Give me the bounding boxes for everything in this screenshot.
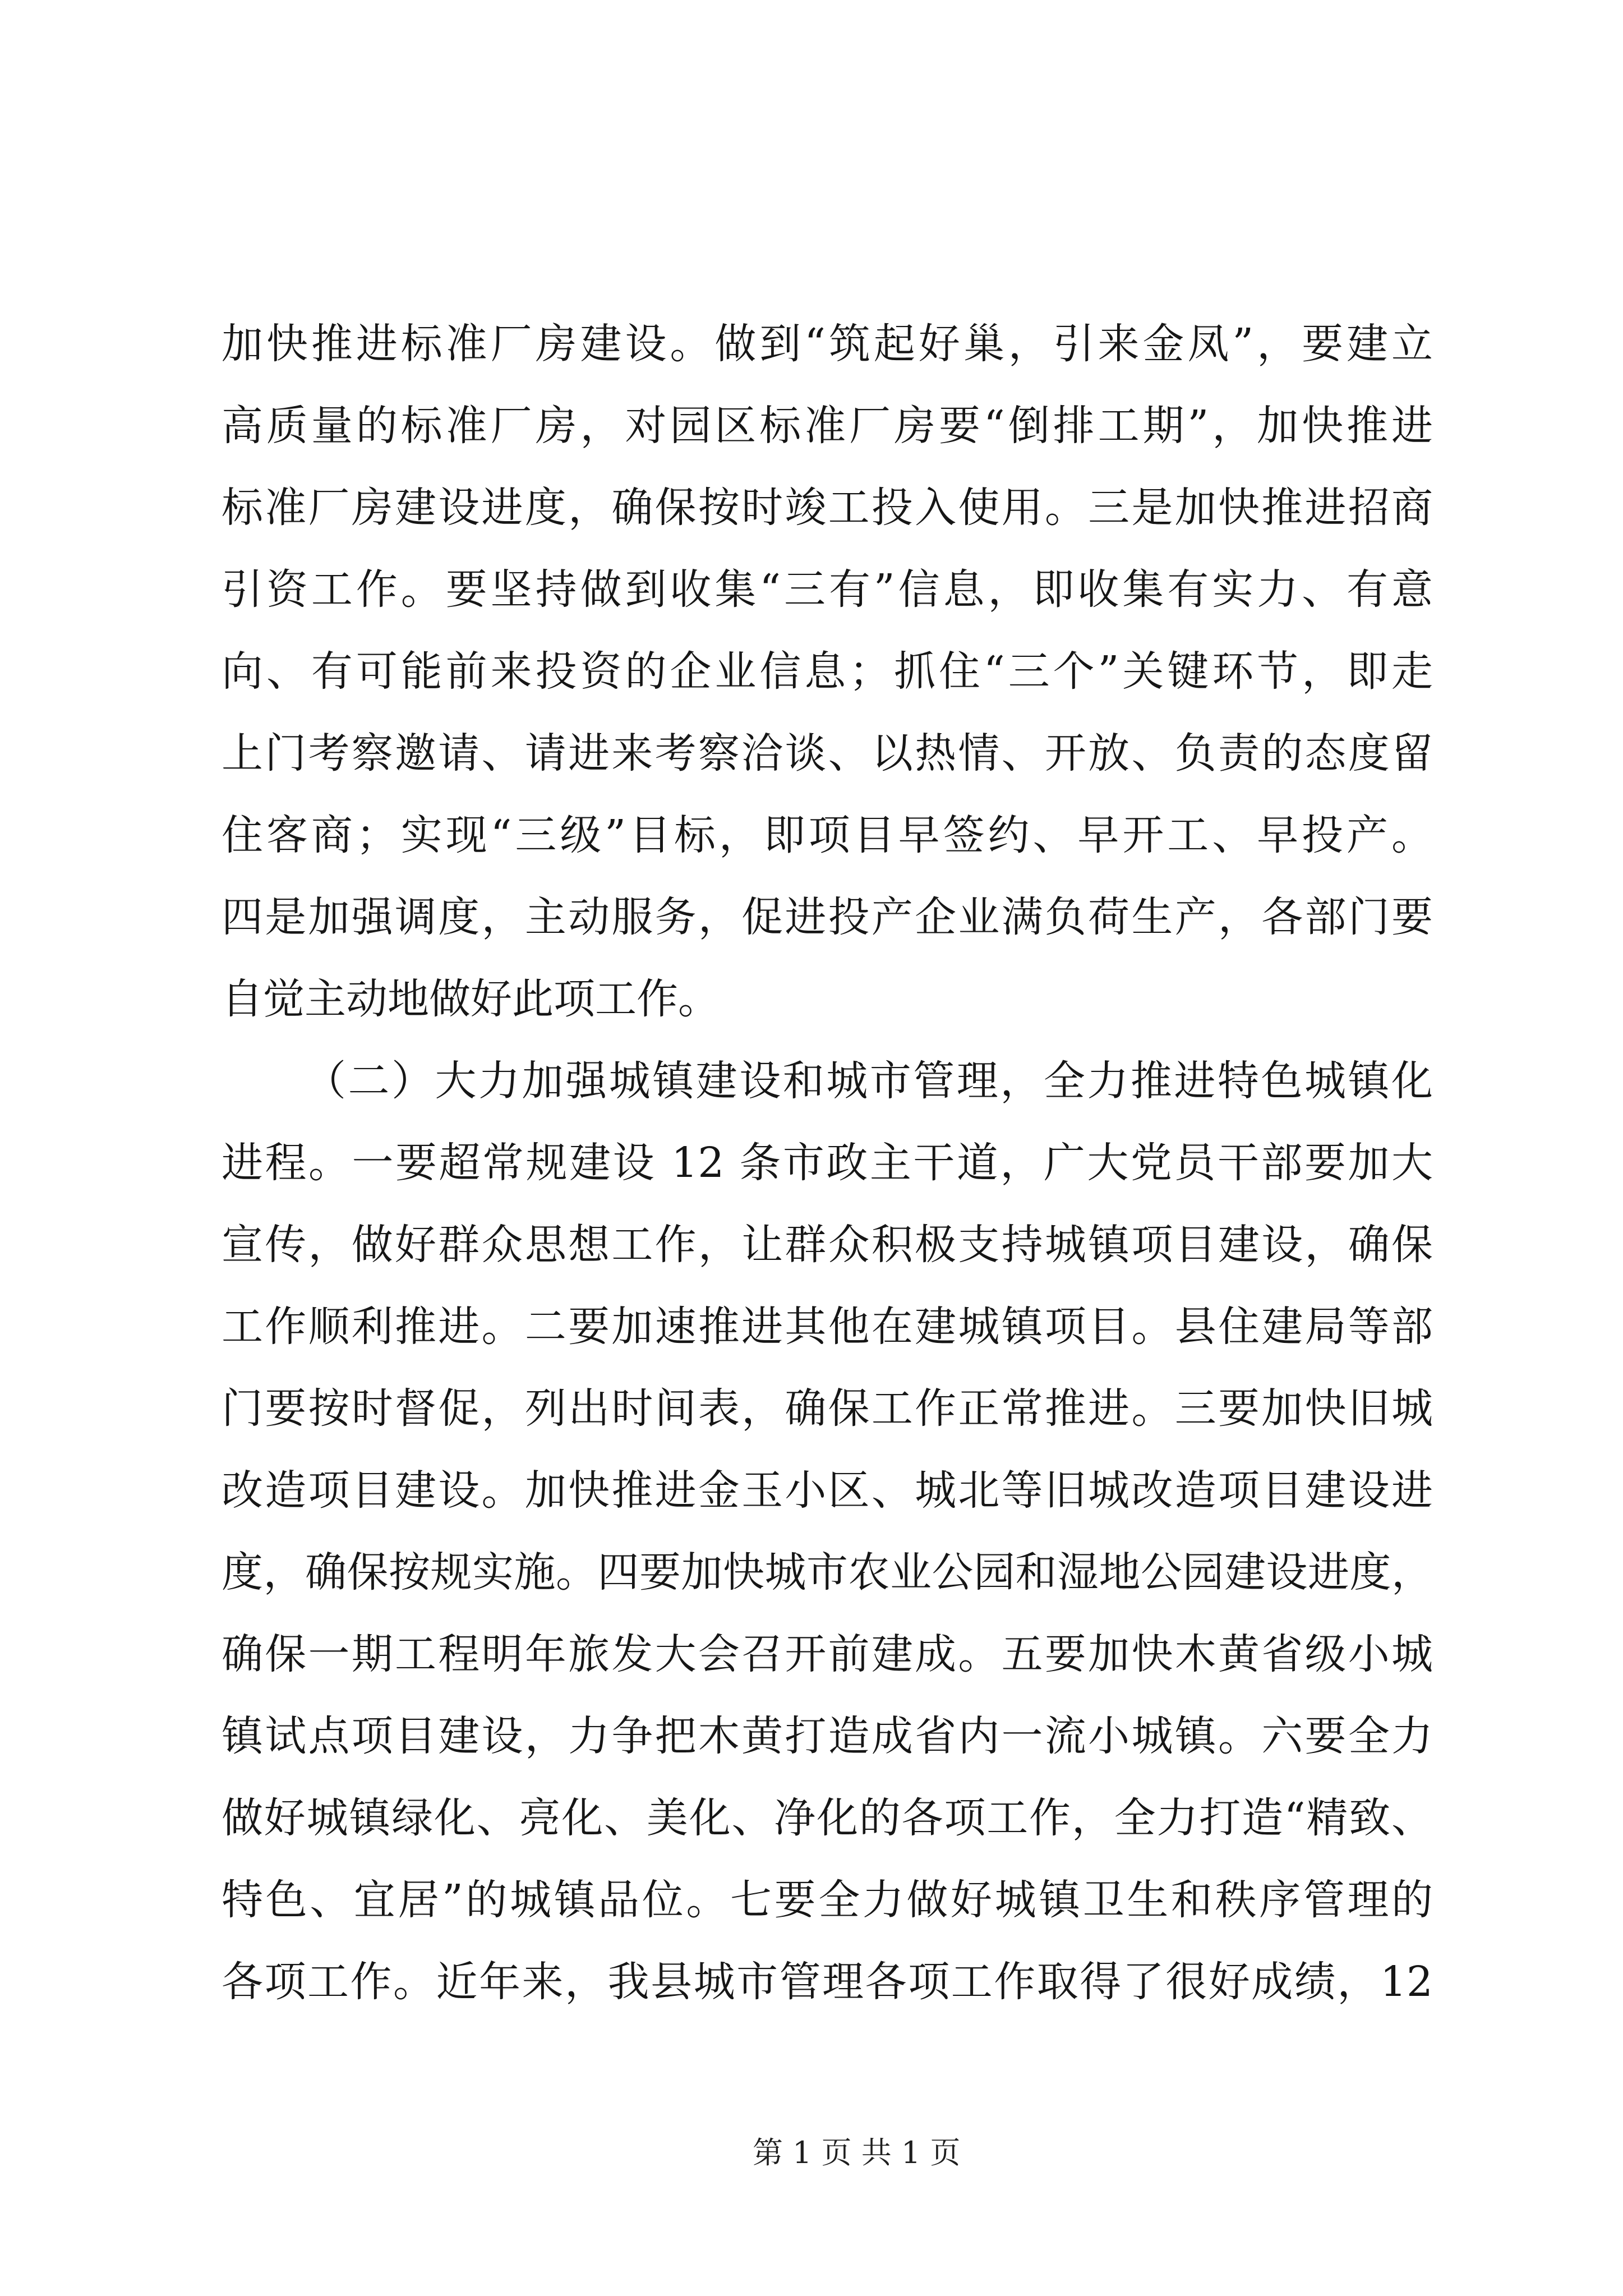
text-line: 特色、宜居”的城镇品位。七要全力做好城镇卫生和秩序管理的 xyxy=(222,1876,1433,1924)
paragraph-1 xyxy=(222,303,1433,1040)
text-line: 各项工作。近年来，我县城市管理各项工作取得了很好成绩，12 xyxy=(222,1958,1433,2006)
text-line: 度，确保按规实施。四要加快城市农业公园和湿地公园建设进度， xyxy=(222,1548,1433,1596)
text-line: 门要按时督促，列出时间表，确保工作正常推进。三要加快旧城 xyxy=(222,1384,1433,1433)
document-body xyxy=(222,303,1433,2023)
text-line: （二）大力加强城镇建设和城市管理，全力推进特色城镇化 xyxy=(305,1057,1433,1105)
text-line: 工作顺利推进。二要加速推进其他在建城镇项目。县住建局等部 xyxy=(222,1303,1433,1351)
paragraph-2 xyxy=(222,1040,1433,2023)
text-line: 高质量的标准厂房，对园区标准厂房要“倒排工期”，加快推进 xyxy=(222,402,1433,450)
text-line: 住客商；实现“三级”目标，即项目早签约、早开工、早投产。 xyxy=(222,811,1433,859)
text-line: 改造项目建设。加快推进金玉小区、城北等旧城改造项目建设进 xyxy=(222,1466,1433,1515)
text-line: 做好城镇绿化、亮化、美化、净化的各项工作，全力打造“精致、 xyxy=(222,1794,1433,1842)
text-line: 自觉主动地做好此项工作。 xyxy=(222,975,720,1023)
text-line: 四是加强调度，主动服务，促进投产企业满负荷生产，各部门要 xyxy=(222,893,1433,941)
text-line: 引资工作。要坚持做到收集“三有”信息，即收集有实力、有意 xyxy=(222,565,1433,614)
text-line: 加快推进标准厂房建设。做到“筑起好巢，引来金凤”，要建立 xyxy=(222,320,1433,368)
text-line: 上门考察邀请、请进来考察洽谈、以热情、开放、负责的态度留 xyxy=(222,729,1433,777)
text-line: 向、有可能前来投资的企业信息；抓住“三个”关键环节，即走 xyxy=(222,647,1433,696)
text-line: 确保一期工程明年旅发大会召开前建成。五要加快木黄省级小城 xyxy=(222,1630,1433,1678)
text-line: 标准厂房建设进度，确保按时竣工投入使用。三是加快推进招商 xyxy=(222,484,1433,532)
page-number-footer: 第 1 页 共 1 页 xyxy=(753,2135,961,2170)
text-line: 镇试点项目建设，力争把木黄打造成省内一流小城镇。六要全力 xyxy=(222,1712,1433,1760)
text-line: 宣传，做好群众思想工作，让群众积极支持城镇项目建设，确保 xyxy=(222,1221,1433,1269)
text-line: 进程。一要超常规建设 12 条市政主干道，广大党员干部要加大 xyxy=(222,1139,1433,1187)
